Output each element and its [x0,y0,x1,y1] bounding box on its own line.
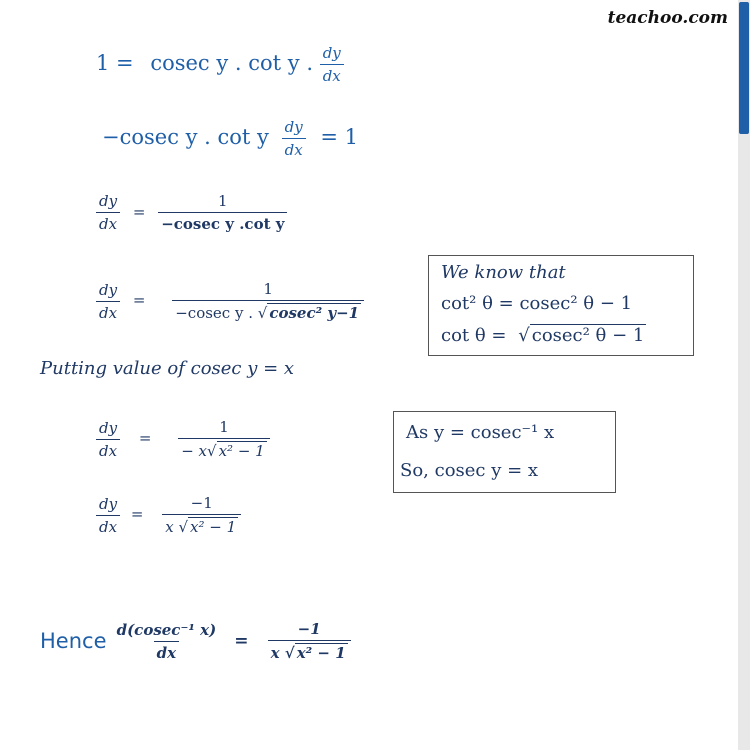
frac-num: dy [99,192,118,210]
equation-line-6 [96,494,241,536]
scrollbar-thumb[interactable] [739,2,749,134]
frac-num: dy [284,118,303,136]
equation-line-4 [96,280,364,322]
eq5-den-part: − x [181,442,208,460]
frac-den: dx [282,138,306,159]
eq2-lhs: −cosec y . cot y [102,125,269,149]
equation-line-5 [96,418,270,460]
scrollbar[interactable] [738,0,750,750]
sqrt-radicand: x² − 1 [296,644,346,662]
putting-value-text: Putting value of cosec y = x [40,358,295,379]
sqrt-sign: √ cosec² y−1 [257,304,360,322]
eq6-equals: = [130,505,144,523]
eq1-rhs: cosec y . cot y . [150,51,313,75]
frac-num: 1 [219,418,229,436]
frac-num: dy [99,418,118,437]
frac-den [162,514,241,536]
sqrt-sign: √ x² − 1 [178,518,237,536]
eq4-equals: = [132,291,146,309]
sqrt-sign: √ x² − 1 [207,442,265,460]
eq4-fraction [172,280,364,322]
identity-lhs: cot θ = [441,325,507,346]
eq6-fraction [162,494,241,536]
frac-den: dx [96,301,120,322]
hence-derivative [114,621,220,662]
hence-label: Hence [40,629,107,653]
frac-den [268,640,351,662]
eq4-den-part: −cosec y . [175,304,253,322]
eq5-derivative [96,419,120,460]
sqrt-sign: √ cosec² θ − 1 [518,325,645,346]
frac-num: dy [322,44,341,62]
frac-num: 1 [218,192,228,210]
hence-den-part: x [270,644,280,662]
eq3-equals: = [132,202,146,221]
eq4-derivative [96,281,120,322]
eq2-rhs: = 1 [320,125,359,149]
hence-equals: = [234,631,249,651]
equation-line-3 [96,192,287,233]
eq6-derivative [96,495,120,536]
frac-num: 1 [263,280,273,298]
equation-line-2 [102,118,358,159]
frac-num: d(cosec⁻¹ x) [116,620,217,639]
frac-den: dx [96,515,120,536]
sqrt-sign: √ x² − 1 [284,644,346,662]
frac-den: dx [96,439,120,460]
eq1-derivative [320,44,344,85]
frac-num: dy [99,280,118,299]
sqrt-radicand: cosec² θ − 1 [531,325,645,346]
frac-den [172,300,364,322]
eq6-den-part: x [165,518,174,536]
eq3-derivative [96,192,120,233]
eq5-equals: = [138,429,152,447]
frac-den: dx [96,212,120,233]
frac-den: dx [154,641,179,662]
substitution-line-2: So, cosec y = x [400,460,539,481]
identity-box [428,255,694,356]
hence-result [40,620,351,662]
frac-den [178,438,269,460]
identity-box-line-2: cot² θ = cosec² θ − 1 [441,293,633,314]
brand-logo: teachoo.com [607,8,728,28]
eq5-fraction [178,418,269,460]
frac-num: −1 [297,620,321,638]
frac-num: −1 [190,494,213,512]
frac-den: −cosec y .cot y [158,212,287,233]
sqrt-radicand: x² − 1 [190,518,237,536]
eq1-lhs: 1 = [96,51,134,75]
identity-box-heading: We know that [441,262,566,283]
substitution-line-1: As y = cosec⁻¹ x [406,422,555,443]
eq2-derivative [282,118,306,159]
frac-num: dy [99,494,118,513]
equation-line-1 [96,44,344,85]
substitution-box [393,411,616,493]
identity-box-line-3 [441,324,646,346]
eq3-fraction [158,192,287,233]
hence-fraction [268,620,351,662]
sqrt-radicand: x² − 1 [218,442,265,460]
sqrt-radicand: cosec² y−1 [269,304,360,322]
frac-den: dx [320,64,344,85]
